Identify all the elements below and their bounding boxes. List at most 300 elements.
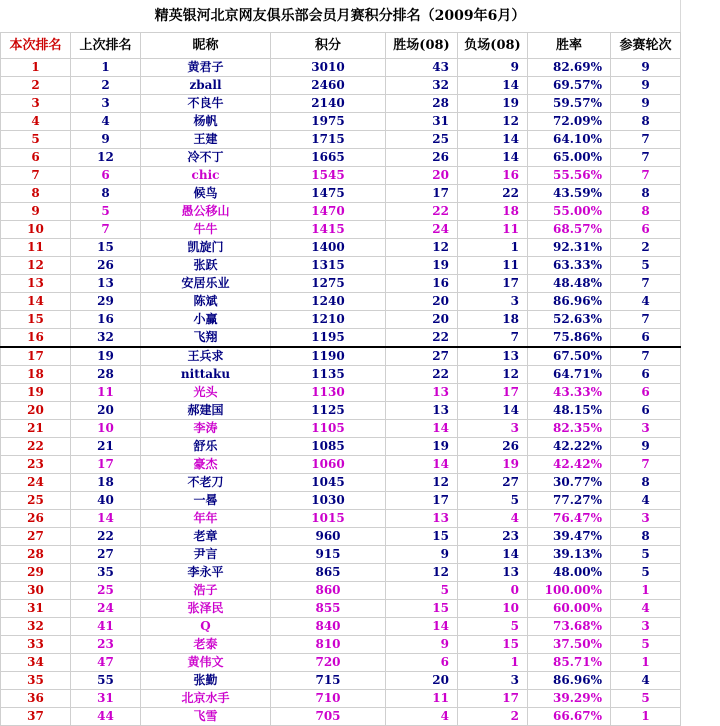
table-row [1,672,681,690]
cell-wins: 12 [386,239,458,257]
cell-losses: 3 [458,293,528,311]
cell-win-rate: 64.10% [528,131,611,149]
cell-nickname: 舒乐 [141,438,271,456]
cell-win-rate: 42.42% [528,456,611,474]
cell-prev-rank: 8 [71,185,141,203]
cell-losses: 22 [458,185,528,203]
cell-win-rate: 30.77% [528,474,611,492]
cell-prev-rank: 41 [71,618,141,636]
cell-rank: 33 [1,636,71,654]
cell-rank: 5 [1,131,71,149]
cell-win-rate: 86.96% [528,672,611,690]
cell-rounds: 9 [611,438,681,456]
table-row [1,293,681,311]
cell-prev-rank: 17 [71,456,141,474]
cell-rounds: 5 [611,636,681,654]
cell-rounds: 2 [611,239,681,257]
cell-score: 3010 [271,59,386,77]
cell-rounds: 8 [611,203,681,221]
cell-prev-rank: 24 [71,600,141,618]
cell-rank: 27 [1,528,71,546]
table-row [1,492,681,510]
cell-score: 1545 [271,167,386,185]
column-header-nickname: 昵称 [141,33,271,59]
cell-prev-rank: 25 [71,582,141,600]
cell-prev-rank: 32 [71,329,141,348]
cell-nickname: 李永平 [141,564,271,582]
cell-rounds: 7 [611,149,681,167]
cell-nickname: 飞雪 [141,708,271,726]
cell-nickname: 安居乐业 [141,275,271,293]
cell-nickname: 年年 [141,510,271,528]
table-row [1,257,681,275]
cell-prev-rank: 18 [71,474,141,492]
cell-win-rate: 39.47% [528,528,611,546]
cell-rank: 20 [1,402,71,420]
cell-rounds: 7 [611,311,681,329]
table-row [1,77,681,95]
cell-win-rate: 63.33% [528,257,611,275]
cell-losses: 1 [458,239,528,257]
cell-wins: 13 [386,402,458,420]
table-row [1,528,681,546]
cell-losses: 13 [458,564,528,582]
cell-score: 1400 [271,239,386,257]
cell-prev-rank: 31 [71,690,141,708]
cell-rounds: 5 [611,564,681,582]
cell-nickname: 陈斌 [141,293,271,311]
cell-wins: 20 [386,311,458,329]
table-row [1,275,681,293]
cell-losses: 19 [458,456,528,474]
cell-rounds: 7 [611,275,681,293]
cell-rank: 24 [1,474,71,492]
cell-losses: 23 [458,528,528,546]
cell-nickname: 黄君子 [141,59,271,77]
cell-rounds: 5 [611,257,681,275]
cell-losses: 7 [458,329,528,348]
cell-rank: 6 [1,149,71,167]
cell-losses: 17 [458,384,528,402]
table-row [1,636,681,654]
table-row [1,456,681,474]
cell-rounds: 1 [611,708,681,726]
cell-rounds: 1 [611,582,681,600]
column-header-losses: 负场(08) [458,33,528,59]
cell-rank: 15 [1,311,71,329]
cell-nickname: 王建 [141,131,271,149]
cell-rank: 3 [1,95,71,113]
cell-wins: 6 [386,654,458,672]
cell-score: 960 [271,528,386,546]
cell-wins: 15 [386,528,458,546]
cell-score: 1210 [271,311,386,329]
cell-losses: 19 [458,95,528,113]
cell-nickname: nittaku [141,366,271,384]
cell-score: 1975 [271,113,386,131]
cell-rounds: 8 [611,113,681,131]
table-row [1,438,681,456]
cell-nickname: 飞翔 [141,329,271,348]
cell-win-rate: 76.47% [528,510,611,528]
cell-wins: 20 [386,672,458,690]
cell-prev-rank: 10 [71,420,141,438]
cell-prev-rank: 35 [71,564,141,582]
cell-rounds: 1 [611,654,681,672]
cell-score: 710 [271,690,386,708]
cell-nickname: 冷不丁 [141,149,271,167]
cell-prev-rank: 13 [71,275,141,293]
cell-win-rate: 69.57% [528,77,611,95]
column-header-win-rate: 胜率 [528,33,611,59]
cell-rounds: 3 [611,618,681,636]
cell-rank: 14 [1,293,71,311]
cell-losses: 17 [458,275,528,293]
table-row [1,329,681,348]
cell-wins: 15 [386,600,458,618]
cell-prev-rank: 1 [71,59,141,77]
cell-prev-rank: 14 [71,510,141,528]
cell-prev-rank: 40 [71,492,141,510]
column-header-prev-rank: 上次排名 [71,33,141,59]
cell-rounds: 6 [611,221,681,239]
cell-score: 1130 [271,384,386,402]
cell-nickname: 尹言 [141,546,271,564]
cell-wins: 12 [386,564,458,582]
cell-rank: 22 [1,438,71,456]
cell-rounds: 6 [611,329,681,348]
cell-score: 1315 [271,257,386,275]
table-row [1,420,681,438]
cell-losses: 4 [458,510,528,528]
cell-score: 705 [271,708,386,726]
cell-rounds: 3 [611,510,681,528]
cell-wins: 16 [386,275,458,293]
cell-rank: 4 [1,113,71,131]
header-row [1,33,681,59]
cell-wins: 20 [386,167,458,185]
table-row [1,95,681,113]
cell-nickname: 不良牛 [141,95,271,113]
cell-rounds: 9 [611,95,681,113]
cell-score: 1125 [271,402,386,420]
cell-prev-rank: 55 [71,672,141,690]
cell-wins: 13 [386,510,458,528]
cell-wins: 11 [386,690,458,708]
cell-rank: 21 [1,420,71,438]
cell-rounds: 8 [611,185,681,203]
cell-score: 2140 [271,95,386,113]
cell-rank: 11 [1,239,71,257]
cell-nickname: 黄伟文 [141,654,271,672]
cell-wins: 32 [386,77,458,95]
cell-losses: 27 [458,474,528,492]
cell-losses: 14 [458,131,528,149]
cell-losses: 3 [458,672,528,690]
cell-nickname: 凯旋门 [141,239,271,257]
cell-losses: 15 [458,636,528,654]
table-row [1,654,681,672]
cell-nickname: 杨帆 [141,113,271,131]
cell-win-rate: 48.48% [528,275,611,293]
cell-wins: 14 [386,618,458,636]
cell-win-rate: 59.57% [528,95,611,113]
cell-prev-rank: 2 [71,77,141,95]
cell-losses: 10 [458,600,528,618]
cell-win-rate: 86.96% [528,293,611,311]
cell-wins: 22 [386,203,458,221]
cell-losses: 12 [458,366,528,384]
cell-rank: 10 [1,221,71,239]
cell-prev-rank: 47 [71,654,141,672]
cell-rank: 36 [1,690,71,708]
cell-wins: 17 [386,185,458,203]
table-row [1,618,681,636]
cell-losses: 16 [458,167,528,185]
cell-rounds: 6 [611,402,681,420]
cell-score: 1195 [271,329,386,348]
cell-win-rate: 39.29% [528,690,611,708]
cell-wins: 9 [386,546,458,564]
page-title: 精英银河北京网友俱乐部会员月赛积分排名（2009年6月） [0,0,680,33]
cell-score: 865 [271,564,386,582]
cell-wins: 12 [386,474,458,492]
cell-prev-rank: 28 [71,366,141,384]
cell-rank: 19 [1,384,71,402]
table-row [1,311,681,329]
cell-score: 1135 [271,366,386,384]
cell-prev-rank: 15 [71,239,141,257]
cell-losses: 18 [458,311,528,329]
cell-score: 1015 [271,510,386,528]
column-header-rank: 本次排名 [1,33,71,59]
cell-wins: 20 [386,293,458,311]
cell-win-rate: 68.57% [528,221,611,239]
cell-win-rate: 48.00% [528,564,611,582]
table-row [1,131,681,149]
cell-nickname: 牛牛 [141,221,271,239]
cell-rank: 9 [1,203,71,221]
table-row [1,149,681,167]
table-row [1,167,681,185]
cell-rank: 12 [1,257,71,275]
cell-nickname: 候鸟 [141,185,271,203]
cell-nickname: 浩子 [141,582,271,600]
table-row [1,59,681,77]
cell-prev-rank: 12 [71,149,141,167]
cell-rounds: 4 [611,492,681,510]
cell-score: 915 [271,546,386,564]
cell-win-rate: 55.00% [528,203,611,221]
cell-nickname: 郝建国 [141,402,271,420]
cell-win-rate: 82.69% [528,59,611,77]
cell-win-rate: 42.22% [528,438,611,456]
cell-nickname: 李涛 [141,420,271,438]
cell-nickname: 张勤 [141,672,271,690]
cell-wins: 4 [386,708,458,726]
cell-win-rate: 64.71% [528,366,611,384]
cell-nickname: 愚公移山 [141,203,271,221]
cell-nickname: 王兵求 [141,347,271,366]
cell-win-rate: 43.59% [528,185,611,203]
ranking-table [0,32,681,726]
cell-wins: 27 [386,347,458,366]
cell-prev-rank: 21 [71,438,141,456]
cell-win-rate: 55.56% [528,167,611,185]
cell-rounds: 6 [611,384,681,402]
cell-win-rate: 75.86% [528,329,611,348]
cell-rank: 30 [1,582,71,600]
cell-wins: 22 [386,366,458,384]
cell-losses: 14 [458,402,528,420]
cell-score: 810 [271,636,386,654]
table-row [1,203,681,221]
cell-rounds: 4 [611,672,681,690]
table-row [1,402,681,420]
cell-rounds: 7 [611,347,681,366]
cell-losses: 9 [458,59,528,77]
cell-losses: 26 [458,438,528,456]
table-row [1,113,681,131]
cell-score: 1030 [271,492,386,510]
cell-prev-rank: 16 [71,311,141,329]
cell-rank: 35 [1,672,71,690]
column-header-score: 积分 [271,33,386,59]
cell-rounds: 6 [611,366,681,384]
cell-prev-rank: 27 [71,546,141,564]
table-row [1,366,681,384]
cell-prev-rank: 6 [71,167,141,185]
cell-score: 1665 [271,149,386,167]
cell-rounds: 8 [611,474,681,492]
cell-losses: 17 [458,690,528,708]
cell-prev-rank: 22 [71,528,141,546]
table-row [1,564,681,582]
cell-win-rate: 66.67% [528,708,611,726]
cell-losses: 1 [458,654,528,672]
cell-score: 1240 [271,293,386,311]
cell-prev-rank: 26 [71,257,141,275]
cell-rank: 7 [1,167,71,185]
cell-nickname: 老泰 [141,636,271,654]
cell-nickname: 北京水手 [141,690,271,708]
cell-rounds: 3 [611,420,681,438]
cell-win-rate: 37.50% [528,636,611,654]
cell-rank: 23 [1,456,71,474]
empty-grid-column [680,0,720,723]
cell-prev-rank: 11 [71,384,141,402]
cell-rounds: 9 [611,59,681,77]
cell-score: 720 [271,654,386,672]
cell-rank: 25 [1,492,71,510]
cell-prev-rank: 9 [71,131,141,149]
cell-nickname: chic [141,167,271,185]
cell-nickname: Q [141,618,271,636]
table-row [1,474,681,492]
cell-nickname: 豪杰 [141,456,271,474]
cell-losses: 2 [458,708,528,726]
cell-losses: 14 [458,77,528,95]
cell-rounds: 4 [611,293,681,311]
cell-losses: 11 [458,221,528,239]
cell-win-rate: 73.68% [528,618,611,636]
cell-prev-rank: 5 [71,203,141,221]
cell-score: 715 [271,672,386,690]
cell-score: 1475 [271,185,386,203]
cell-losses: 12 [458,113,528,131]
table-row [1,221,681,239]
cell-losses: 14 [458,149,528,167]
cell-nickname: zball [141,77,271,95]
cell-wins: 13 [386,384,458,402]
cell-wins: 25 [386,131,458,149]
cell-wins: 26 [386,149,458,167]
cell-rank: 8 [1,185,71,203]
cell-score: 1060 [271,456,386,474]
cell-wins: 14 [386,420,458,438]
cell-losses: 0 [458,582,528,600]
cell-rank: 28 [1,546,71,564]
cell-prev-rank: 19 [71,347,141,366]
cell-rank: 13 [1,275,71,293]
cell-score: 1190 [271,347,386,366]
cell-win-rate: 72.09% [528,113,611,131]
cell-prev-rank: 44 [71,708,141,726]
cell-rank: 2 [1,77,71,95]
cell-nickname: 光头 [141,384,271,402]
cell-win-rate: 52.63% [528,311,611,329]
cell-win-rate: 39.13% [528,546,611,564]
cell-score: 1470 [271,203,386,221]
table-row [1,384,681,402]
cell-win-rate: 65.00% [528,149,611,167]
cell-win-rate: 92.31% [528,239,611,257]
cell-losses: 18 [458,203,528,221]
cell-rounds: 4 [611,600,681,618]
table-row [1,239,681,257]
cell-win-rate: 67.50% [528,347,611,366]
cell-wins: 19 [386,257,458,275]
cell-score: 1415 [271,221,386,239]
cell-prev-rank: 3 [71,95,141,113]
cell-win-rate: 60.00% [528,600,611,618]
cell-wins: 14 [386,456,458,474]
cell-wins: 28 [386,95,458,113]
cell-rank: 18 [1,366,71,384]
cell-win-rate: 48.15% [528,402,611,420]
cell-prev-rank: 4 [71,113,141,131]
cell-score: 860 [271,582,386,600]
column-header-wins: 胜场(08) [386,33,458,59]
cell-losses: 13 [458,347,528,366]
cell-wins: 22 [386,329,458,348]
cell-losses: 5 [458,618,528,636]
cell-wins: 31 [386,113,458,131]
cell-nickname: 张泽民 [141,600,271,618]
table-row [1,347,681,366]
cell-score: 1045 [271,474,386,492]
cell-nickname: 小赢 [141,311,271,329]
cell-rank: 17 [1,347,71,366]
cell-rank: 26 [1,510,71,528]
cell-wins: 17 [386,492,458,510]
cell-wins: 19 [386,438,458,456]
table-row [1,185,681,203]
cell-rank: 16 [1,329,71,348]
cell-rounds: 9 [611,77,681,95]
cell-score: 1275 [271,275,386,293]
cell-losses: 3 [458,420,528,438]
